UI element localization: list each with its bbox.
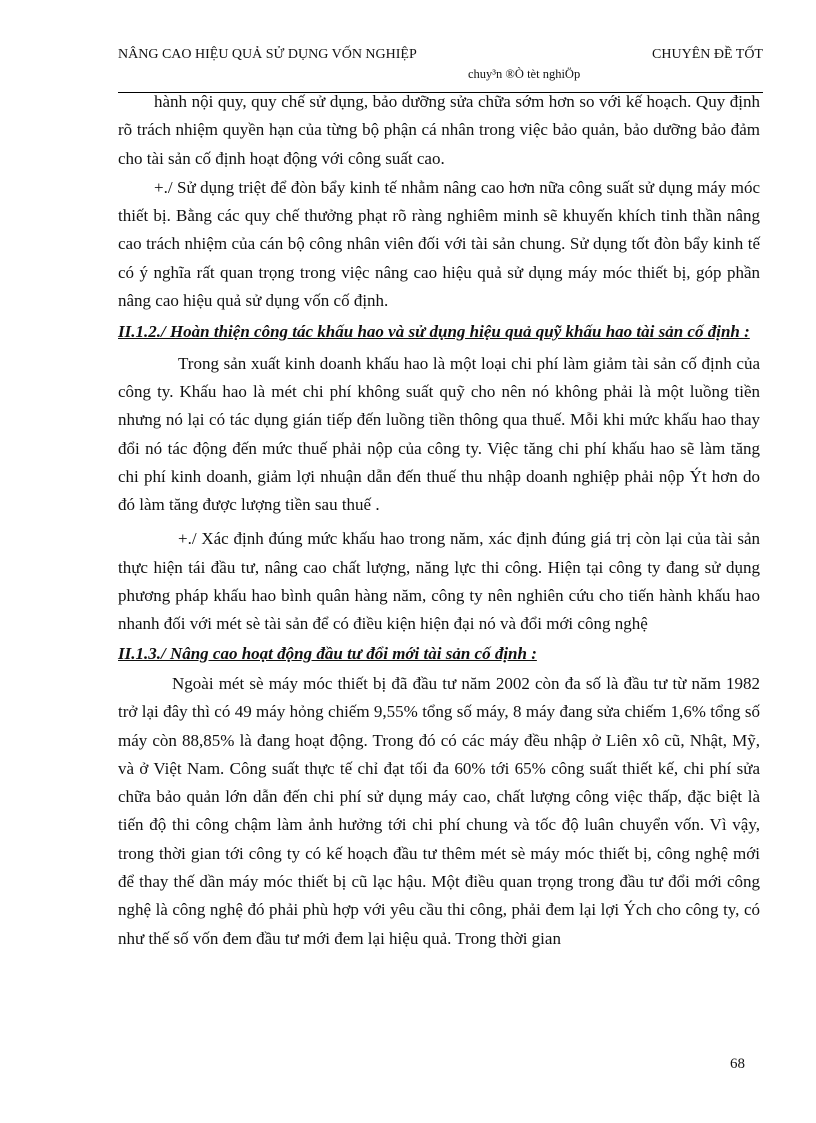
header-document-type: CHUYÊN ĐỀ TỐT bbox=[652, 47, 763, 62]
paragraph-leverage: +./ Sử dụng triệt để đòn bẩy kinh tế nhằm nâng cao hơn nữa công suất sử dụng máy móc thiết bị. Bằng các quy chế thưởng phạt rõ ràng nghiêm minh sẽ khuyến khích tinh thần nâng cao trách nhiệm của cán bộ công nhân viên đối với tài sản chung. Sử dụng tốt đòn bẩy kinh tế có ý nghĩa rất quan trọng trong việc nâng cao hiệu quả sử dụng máy móc thiết bị, góp phần nâng cao hiệu quả sử dụng vốn cố định. bbox=[118, 177, 760, 311]
paragraph-investment: Ngoài mét sè máy móc thiết bị đã đầu tư năm 2002 còn đa số là đầu tư từ năm 1982 trở lại đây thì có 49 máy hỏng chiếm 9,55% tổng số máy, 8 máy đang sửa chiếm 1,6% tổng số máy còn 88,85% là đang hoạt động. Trong đó có các máy đều nhập ở Liên xô cũ, Nhật, Mỹ, và ở Việt Nam. Công suất thực tế chỉ đạt tối đa 60% tới 65% công suất thiết kế, chi phí sửa chữa bảo quản lớn dẫn đến chi phí sử dụng máy cao, chất lượng công việc thấp, đặc biệt là tiến độ thi công chậm làm ảnh hưởng tới chi phí chung và tốc độ luân chuyển vốn. Vì vậy, trong thời gian tới công ty có kế hoạch đầu tư thêm mét sè máy móc thiết bị, công nghệ mới để thay thế dần máy móc thiết bị cũ lạc hậu. Một điều quan trọng trong đầu tư đổi mới công nghệ là công nghệ đó phải phù hợp với yêu cầu thi công, phải đem lại lợi Ých cho công ty, có như thế số vốn đem đầu tư mới đem lại hiệu quả. Trong thời gian bbox=[118, 673, 760, 948]
header-document-title: NÂNG CAO HIỆU QUẢ SỬ DỤNG VỐN NGHIỆP bbox=[118, 47, 417, 62]
page-header bbox=[118, 46, 763, 93]
page-number: 68 bbox=[730, 1056, 745, 1072]
paragraph-depreciation-rate: +./ Xác định đúng mức khấu hao trong năm, xác định đúng giá trị còn lại của tài sản thực hiện tái đầu tư, nâng cao chất lượng, năng lực thi công. Hiện tại công ty đang sử dụng phương pháp khấu hao bình quân hàng năm, công ty nên nghiên cứu cho tiến hành khấu hao nhanh đối với mét sè tài sản để có điều kiện hiện đại nó và đổi mới công nghệ bbox=[118, 529, 760, 634]
section-heading-investment: II.1.3./ Nâng cao hoạt động đầu tư đổi mới tài sản cố định : bbox=[118, 643, 537, 663]
section-heading-depreciation: II.1.2./ Hoàn thiện công tác khấu hao và sử dụng hiệu quả quỹ khấu hao tài sản cố định : bbox=[118, 322, 750, 342]
header-subtitle: chuy³n ®Ò tèt nghiÖp bbox=[468, 67, 581, 81]
document-body bbox=[118, 88, 760, 953]
paragraph-continued: hành nội quy, quy chế sử dụng, bảo dưỡng sửa chữa sớm hơn so với kế hoạch. Quy định rõ trách nhiệm quyền hạn của từng bộ phận cá nhân trong việc bảo quản, bảo dưỡng bảo đảm cho tài sản cố định hoạt động với công suất cao. bbox=[118, 92, 760, 168]
paragraph-depreciation: Trong sản xuất kinh doanh khấu hao là một loại chi phí làm giảm tài sản cố định của công ty. Khấu hao là mét chi phí không suất quỹ cho nên nó không phải là một luồng tiền nhưng nó lại có tác dụng gián tiếp đến luồng tiền thông qua thuế. Mỗi khi mức khấu hao thay đổi nó tác động đến mức thuế phải nộp của công ty. Việc tăng chi phí khấu hao sẽ làm tăng chi phí kinh doanh, giảm lợi nhuận dẫn đến thuế thu nhập doanh nghiệp phải nộp Ýt hơn do đó làm tăng được lượng tiền sau thuế . bbox=[118, 353, 760, 515]
